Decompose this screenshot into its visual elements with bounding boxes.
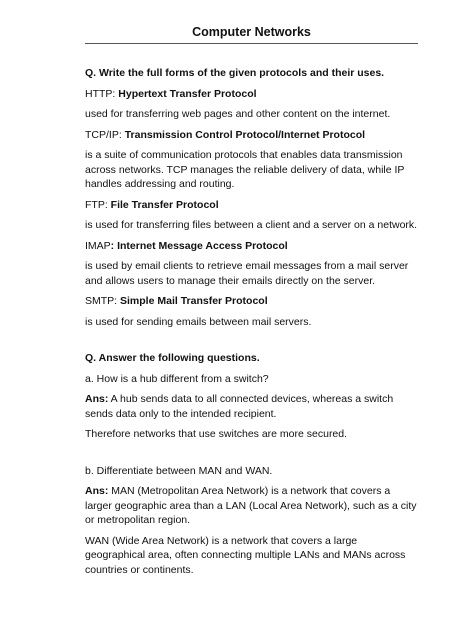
- protocol-smtp-use: is used for sending emails between mail servers.: [85, 315, 312, 328]
- answer-man-wan-extra: WAN (Wide Area Network) is a network that covers a large geographical area, often connecting multiple LANs and MANs across countries or continents.: [85, 534, 406, 576]
- protocol-http-use: used for transferring web pages and other content on the internet.: [85, 108, 391, 120]
- protocol-abbr: TCP/IP:: [85, 128, 122, 141]
- protocol-abbr: HTTP:: [85, 87, 116, 100]
- title-divider: [85, 43, 418, 44]
- answer-man-wan: [85, 484, 418, 528]
- protocol-tcpip-name: [85, 128, 418, 143]
- protocol-full-form: File Transfer Protocol: [110, 198, 219, 211]
- protocol-abbr: FTP:: [85, 198, 108, 211]
- protocol-imap-use: is used by email clients to retrieve email messages from a mail server and allows users to manage their emails directly on the server.: [85, 260, 409, 287]
- page-title: Computer Networks: [192, 25, 311, 39]
- protocol-abbr: IMAP: [85, 239, 111, 252]
- answer-hub-switch-extra: Therefore networks that use switches are more secured.: [85, 428, 348, 440]
- answer-text: A hub sends data to all connected devices, whereas a switch sends data only to the intended recipient.: [85, 393, 394, 420]
- protocol-ftp-use: is used for transferring files between a client and a server on a network.: [85, 219, 418, 231]
- answer-hub-switch: [85, 392, 418, 421]
- document-body: [85, 66, 418, 577]
- answer-text: MAN (Metropolitan Area Network) is a network that covers a larger geographic area than a LAN (Local Area Network), such as a city or metropolitan region.: [85, 485, 417, 526]
- sub-question-man-wan: b. Differentiate between MAN and WAN.: [85, 464, 273, 477]
- protocol-tcpip-use: is a suite of communication protocols that enables data transmission across networks. TCP manages the reliable delivery of data, while IP handles addressing and routing.: [85, 149, 405, 190]
- protocol-abbr: SMTP:: [85, 295, 118, 307]
- protocol-smtp-name: [85, 294, 418, 309]
- protocol-ftp-name: [85, 198, 418, 213]
- protocol-imap-name: [85, 239, 418, 254]
- protocol-http-name: [85, 87, 418, 102]
- sub-question-hub-switch: a. How is a hub different from a switch?: [85, 372, 269, 385]
- protocol-full-form: Simple Mail Transfer Protocol: [120, 295, 268, 307]
- protocol-full-form: Hypertext Transfer Protocol: [118, 87, 257, 100]
- answer-label: Ans:: [85, 485, 109, 497]
- question-heading-answers: Q. Answer the following questions.: [85, 352, 260, 364]
- question-heading-protocols: Q. Write the full forms of the given protocols and their uses.: [85, 67, 385, 79]
- protocol-full-form: : Internet Message Access Protocol: [110, 239, 288, 252]
- protocol-full-form: Transmission Control Protocol/Internet Protocol: [124, 128, 366, 141]
- answer-label: Ans:: [85, 393, 109, 405]
